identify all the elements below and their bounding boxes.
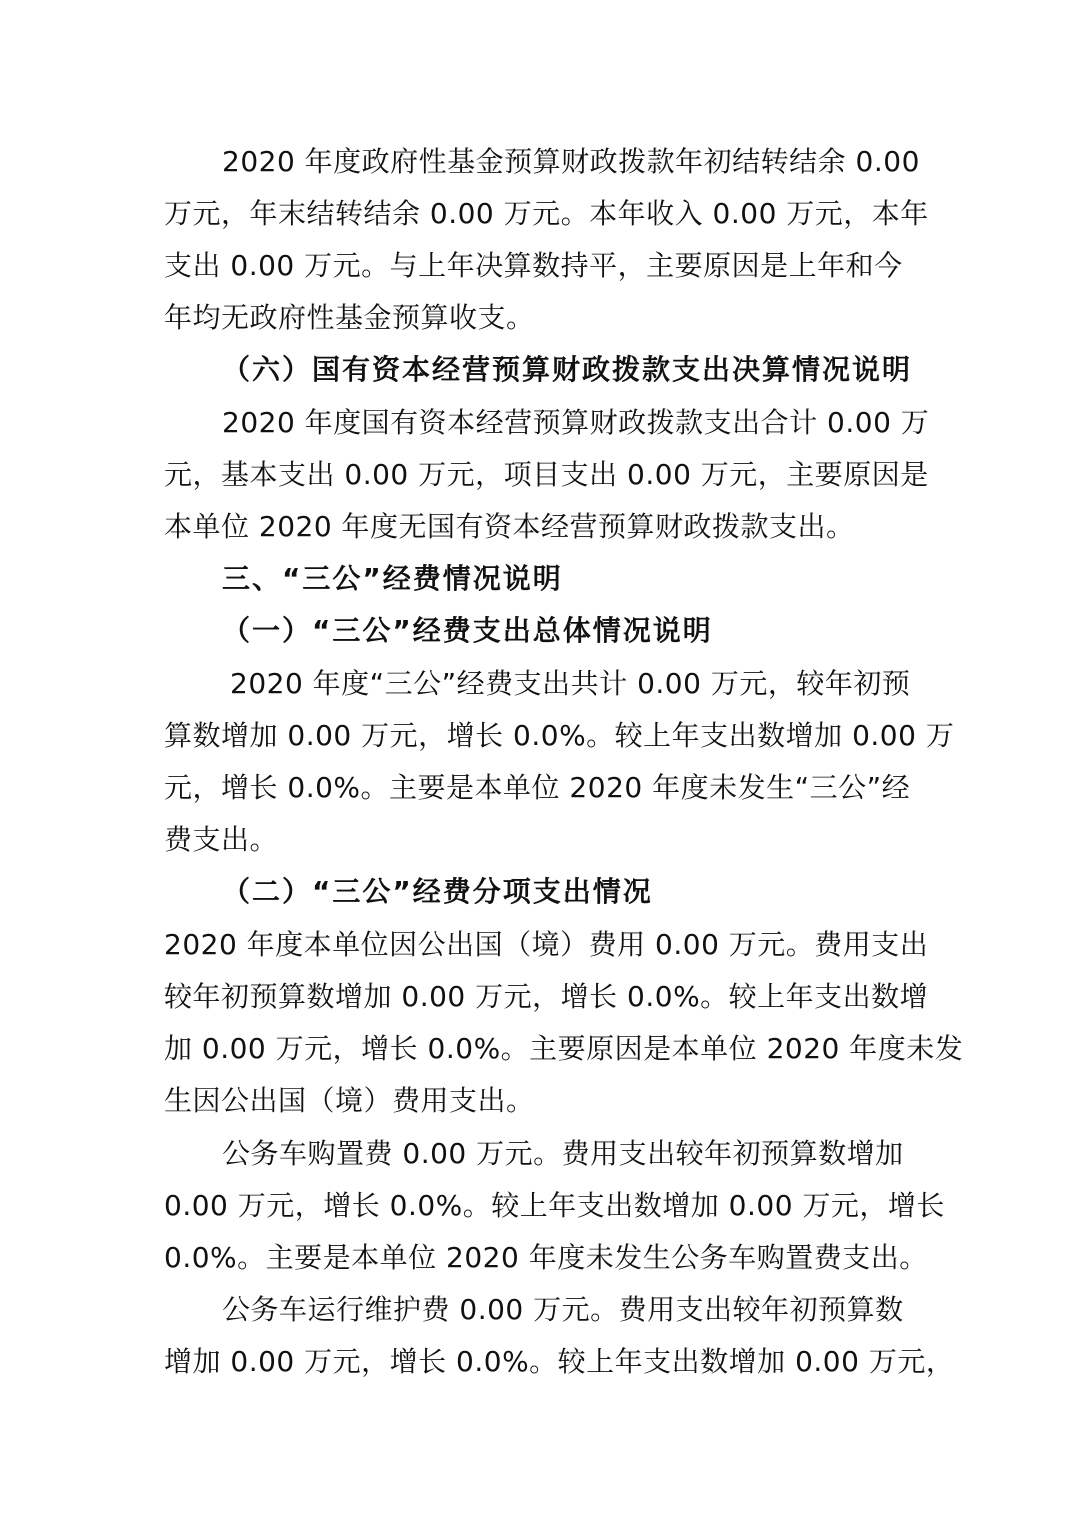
paragraph-line: 元，增长 0.0%。主要是本单位 2020 年度未发生“三公”经 <box>164 771 911 804</box>
section-heading: （一）“三公”经费支出总体情况说明 <box>222 614 713 647</box>
paragraph-line: 年均无政府性基金预算收支。 <box>164 301 535 334</box>
paragraph-line: 公务车运行维护费 0.00 万元。费用支出较年初预算数 <box>222 1293 904 1326</box>
paragraph-line: 本单位 2020 年度无国有资本经营预算财政拨款支出。 <box>164 510 855 543</box>
paragraph-line: 较年初预算数增加 0.00 万元，增长 0.0%。较上年支出数增 <box>164 980 929 1013</box>
paragraph-line: 费支出。 <box>164 823 279 856</box>
chapter-heading: 三、“三公”经费情况说明 <box>222 562 563 595</box>
paragraph-line: 万元，年末结转结余 0.00 万元。本年收入 0.00 万元，本年 <box>164 197 929 230</box>
section-heading: （六）国有资本经营预算财政拨款支出决算情况说明 <box>222 353 913 386</box>
paragraph-line: 2020 年度国有资本经营预算财政拨款支出合计 0.00 万 <box>222 406 930 439</box>
paragraph-line: 2020 年度本单位因公出国（境）费用 0.00 万元。费用支出 <box>164 928 929 961</box>
paragraph-line: 0.00 万元，增长 0.0%。较上年支出数增加 0.00 万元，增长 <box>164 1189 945 1222</box>
paragraph-line: 加 0.00 万元，增长 0.0%。主要原因是本单位 2020 年度未发 <box>164 1032 964 1065</box>
paragraph-line: 生因公出国（境）费用支出。 <box>164 1084 535 1117</box>
paragraph-line: 公务车购置费 0.00 万元。费用支出较年初预算数增加 <box>222 1137 904 1170</box>
paragraph-line: 增加 0.00 万元，增长 0.0%。较上年支出数增加 0.00 万元， <box>164 1345 955 1378</box>
paragraph-line: 2020 年度政府性基金预算财政拨款年初结转结余 0.00 <box>222 145 920 178</box>
paragraph-line: 元，基本支出 0.00 万元，项目支出 0.00 万元，主要原因是 <box>164 458 929 491</box>
paragraph-line: 2020 年度“三公”经费支出共计 0.00 万元，较年初预 <box>230 667 911 700</box>
paragraph-line: 算数增加 0.00 万元，增长 0.0%。较上年支出数增加 0.00 万 <box>164 719 955 752</box>
paragraph-line: 支出 0.00 万元。与上年决算数持平，主要原因是上年和今 <box>164 249 903 282</box>
section-heading: （二）“三公”经费分项支出情况 <box>222 875 653 908</box>
paragraph-line: 0.0%。主要是本单位 2020 年度未发生公务车购置费支出。 <box>164 1241 928 1274</box>
